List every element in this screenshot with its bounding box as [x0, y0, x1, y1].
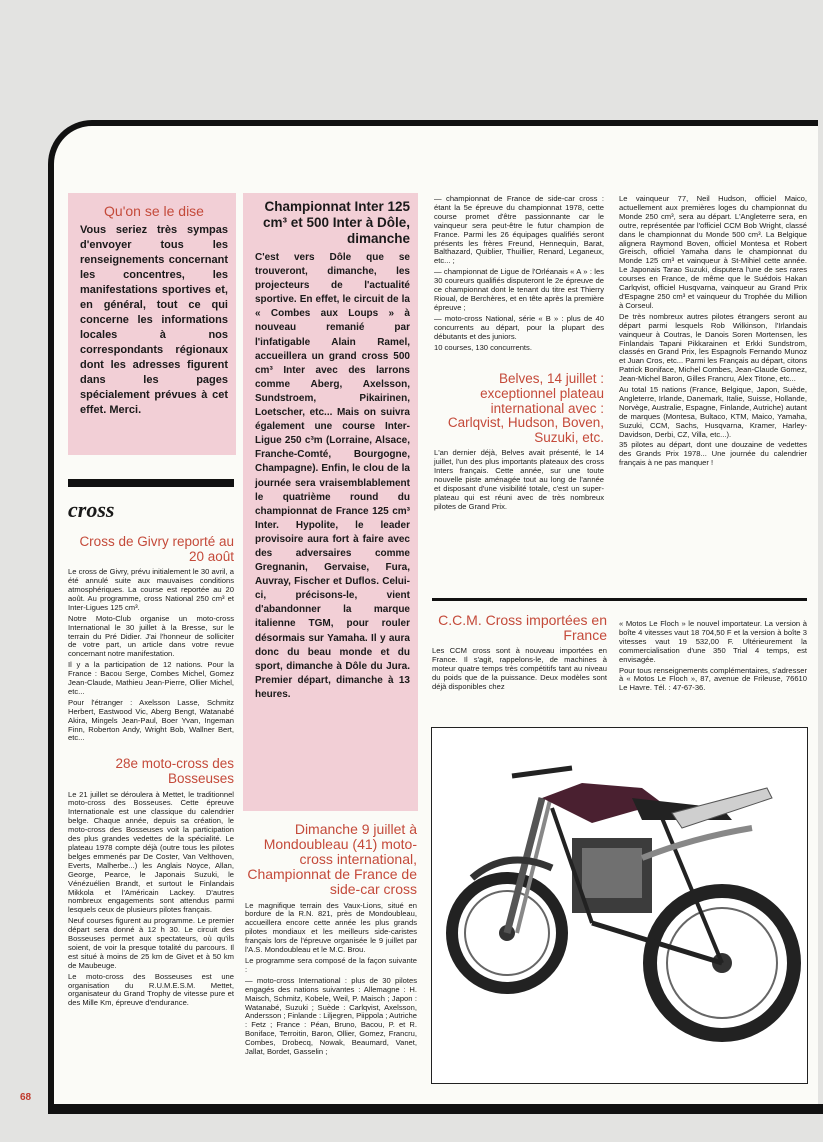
belves-p3: De très nombreux autres pilotes étrangers seront au départ parmi lesquels Rob Wilkinson, l'Irlandais vainqueur à Coutras, le Danois Soren Mortensen, les Finlandais Tapani Pikkarainen et Erkki Sundstrom, classés en Grand Prix, les Espagnols Fernando Munoz et Juan Cros, etc... Parmi les Français au départ, citons Patrick Boniface, Michel Combes, Jean-Claude Gomez, Jean-Michel Baron, Gilles Francru, Alex Titone, etc... [619, 311, 807, 384]
column-3 [434, 195, 604, 514]
notice-title: Qu'on se le dise [104, 203, 204, 219]
national-paragraph: — moto-cross National, série « B » : plus de 40 concurrents au départ, pour la plupart des débutants et des juniors. [434, 313, 604, 341]
notice-body: Vous seriez très sympas d'envoyer tous les renseignements concernant les concentres, les manifestations sportives et, en général, tout ce qui concerne les informations locales à nos correspondants régionaux dont les adresses figurent dans les pages spécialement prévues à cet effet. Merci. [80, 224, 228, 416]
page-number: 68 [20, 1092, 32, 1103]
mondoubleau-article [245, 822, 417, 1059]
mondoubleau-title: Dimanche 9 juillet à Mondoubleau (41) moto-cross international, Championnat de France de side-car cross [247, 821, 417, 898]
section-title: cross [68, 497, 115, 522]
section-bar [68, 479, 234, 487]
mondoubleau-p3: — moto-cross International : plus de 30 pilotes engagés des nations suivantes : Allemagne : H. Maisch, Schmitz, Kobele, Weil, P. Maisch ; Japon : Watanabé, Suzuki ; Suède : Carlqvist, Axelsson, Andersson ; Finlande : Liljegren, Piippola ; Autriche : Fetz ; France : Péan, Bruno, Bacou, P. et R. Boniface, Terroitin, Baron, Ollier, Gomez, Francru, Combes, Drobecq, Nowak, Beaumard, Vanet, Jallat, Bordet, Gasselin ; [245, 975, 417, 1057]
ccm-title: C.C.M. Cross importées en France [438, 612, 607, 644]
belves-title: Belves, 14 juillet : exceptionnel plateau international avec : Carlqvist, Hudson, Boven, Suzuki, etc. [447, 371, 604, 445]
belves-p4: Au total 15 nations (France, Belgique, Japon, Suède, Angleterre, Irlande, Danemark, Italie, Suisse, Hollande, Norvège, Australie, Espagne, Finlande, Autriche) autant de marques (Montesa, Bultaco, KTM, Maico, Yamaha, Suzuki, CCM, Sachs, Husqvarna, Kramer, Harley-Davidson, Derbi, CZ, Villa, etc...). [619, 385, 807, 439]
givry-p1: Le cross de Givry, prévu initialement le 30 avril, a été annulé suite aux mauvaises conditions atmosphériques. La course est reportée au 20 août. Au programme, cross National 250 cm³ et Inter-Ligues 125 cm³. [68, 567, 234, 612]
sidecar-paragraph: — championnat de France de side-car cross : étant la 5e épreuve du championnat 1978, cette course promet d'être passionnante car le vainqueur sera peut-être le futur champion de France. Parmi les 26 équipages qualifiés seront présents les frères Freund, Hennequin, Barat, Balthazard, Quiblier, Thuillier, Renard, Leganeux, etc... ; [434, 194, 604, 266]
mondoubleau-p2: Le programme sera composé de la façon suivante : [245, 955, 417, 974]
courses-count: 10 courses, 130 concurrents. [434, 342, 532, 352]
bottom-rule [48, 1104, 823, 1114]
belves-p5: 35 pilotes au départ, dont une douzaine de vedettes des Grands Prix 1978... Une journée du calendrier français à ne pas manquer ! [619, 440, 807, 468]
motorcycle-illustration [432, 728, 807, 1083]
mondoubleau-p1: Le magnifique terrain des Vaux-Lions, situé en bordure de la R.N. 821, près de Mondoubleau, accueillera encore cette année les plus grands pilotes mondiaux et les meilleurs side-caristes français lors de l'épreuve organisée le 9 juillet par l'A.S. Mondoubleau et le M.C. Brou. [245, 900, 417, 955]
belves-p2: Le vainqueur 77, Neil Hudson, officiel Maico, actuellement aux premières loges du championnat du Monde 250 cm³, sera au départ. L'Angleterre sera, en outre, représentée par l'officiel CCM Bob Wright, classé dans le championnat du Monde 500 cm³. La Belgique alignera Raymond Boven, officiel Montesa et Robert Greisch, officiel Yamaha dans le championnat du Monde 125 cm³ et vainqueur à St-Mihiel cette année. Le Japonais Tarao Suzuki, disputera l'une de ses rares courses en France, de même que le Suédois Hakan Carlqvist, officiel Husqvarna, vainqueur au Grand Prix d'Espagne 250 cm³ et vainqueur du Trophée du Million à Corseul. [619, 194, 807, 310]
belves-body: L'an dernier déjà, Belves avait présenté, le 14 juillet, l'un des plus importants plateaux des cross Inters français. Cette année, sur une toute nouvelle piste aménagée tout au long de l'année et disposant d'une visibilité totale, c'est un super-plateau qui est réuni avec de très nombreux pilotes de Grand Prix. [434, 448, 604, 511]
ccm-left [432, 613, 607, 694]
championnat-title: Championnat Inter 125 cm³ et 500 Inter à Dôle, dimanche [262, 199, 410, 246]
givry-p2: Notre Moto-Club organise un moto-cross International le 30 juillet à la Bresse, sur le terrain du Pré Didier. J'ai l'honneur de solliciter de votre part, un article dans votre revue concernant notre manifestation. [68, 613, 234, 659]
bosseuses-p3: Le moto-cross des Bosseuses est une organisation du R.U.M.E.S.M. Mettet, organisateur du Grand Trophy de vitesse pure et des Mille Km, épreuve d'endurance. [68, 971, 234, 1008]
notice-box [68, 193, 236, 455]
bosseuses-p1: Le 21 juillet se déroulera à Mettet, le traditionnel moto-cross des Bosseuses. Cette épreuve Internationale est une classique du calendrier belge. Chaque année, depuis sa création, le moto-cross des Bosseuses voit la participation des plus grandes vedettes de la spécialité. Le plateau 1978 compte déjà (outre tous les pilotes belges emmenés par De Coster, Van Velthoven, Everts, Malherbe...) les Anglais Noyce, Allan, George, Pearce, le Japonais Suzuki, le Vénézuélien Brandt, et surtout le Finlandais Mikkola et l'Américain Lackey. D'autres nombreux engagements sont attendus parmi lesquels ceux de plusieurs pilotes français. [68, 789, 234, 915]
ccm-left-text: Les CCM cross sont à nouveau importées en France. Il s'agit, rappelons-le, de machines à moteur quatre temps très compétitifs tant au niveau du poids que de la puissance. Deux modèles sont déjà disponibles chez [432, 646, 607, 691]
championnat-body: C'est vers Dôle que se trouveront, dimanche, les projecteurs de l'actualité sportive. En effet, le circuit de la « Combes aux Loups » à nouveau remanié par l'infatigable Alain Ramel, accueillera un grand cross 500 cm³ Inter avec des larrons comme Aberg, Axelsson, Sundstroem, Pikairinen, Loetscher, etc... Mais on suivra également une course Inter-Ligue 250 c³m (Lorraine, Alsace, Franche-Comté, Bourgogne, Champagne). Enfin, le clou de la journée sera vraisemblablement le quatrième round du championnat de France 125 cm³ Inter. Hypolite, le leader provisoire aura fort à faire avec des adversaires comme Gregnanin, Gervaise, Fura, Auvray, Fischer et Duflos. Celui-ci, précisons-le, vient d'abandonner la marque italienne TGM, pour rouler désormais sur Yamaha. Il y aura donc du beau monde et du sport, dimanche à Dôle du Jura. Premier départ, dimanche à 13 heures. [255, 252, 410, 700]
givry-title: Cross de Givry reporté au 20 août [79, 534, 234, 564]
ccm-right [619, 620, 807, 695]
ccm-right-p1: « Motos Le Floch » le nouvel importateur. La version à boîte 4 vitesses vaut 18 704,50 F et la version à boîte 3 vitesses vaut 19 532,00 F. Ultérieurement la commercialisation d'une 350 Trial 4 temps, est envisagée. [619, 619, 807, 664]
ccm-right-p2: Pour tous renseignements complémentaires, s'adresser à « Motos Le Floch », 87, avenue de Frileuse, 76610 Le Havre. Tél. : 47-67-36. [619, 665, 807, 693]
column-4 [619, 195, 807, 470]
bosseuses-title: 28e moto-cross des Bosseuses [115, 756, 234, 786]
column-1 [68, 535, 234, 1010]
givry-p4: Pour l'étranger : Axelsson Lasse, Schmitz Herbert, Eastwood Vic, Aberg Bengt, Watanabé Akira, Mingels Jean-Paul, Boer Yvan, Ingeman Finn, Roberton Andy, Wright Bob, Wallner Bert, etc... [68, 697, 234, 743]
bosseuses-p2: Neuf courses figurent au programme. Le premier départ sera donné à 12 h 30. Le circuit des Bosseuses permet aux spectateurs, où qu'ils soient, de voir la presque totalité du parcours. Il est situé à moins de 25 km de Givet et à 50 km de Maubeuge. [68, 916, 234, 970]
ccm-rule [432, 598, 807, 601]
championnat-box [243, 193, 418, 811]
ligue-paragraph: — championnat de Ligue de l'Orléanais « A » : les 30 coureurs qualifiés disputeront le 2e épreuve de ce championnat dont le tenant du titre est Thierry Rioual, de Berchères, et en tête après la première épreuve ; [434, 267, 604, 312]
givry-p3: Il y a la participation de 12 nations. Pour la France : Bacou Serge, Combes Michel, Gomez Jean-Claude, Mathieu Jean-Pierre, Ollier Michel, etc... [68, 660, 234, 696]
motorcycle-photo [431, 727, 808, 1084]
